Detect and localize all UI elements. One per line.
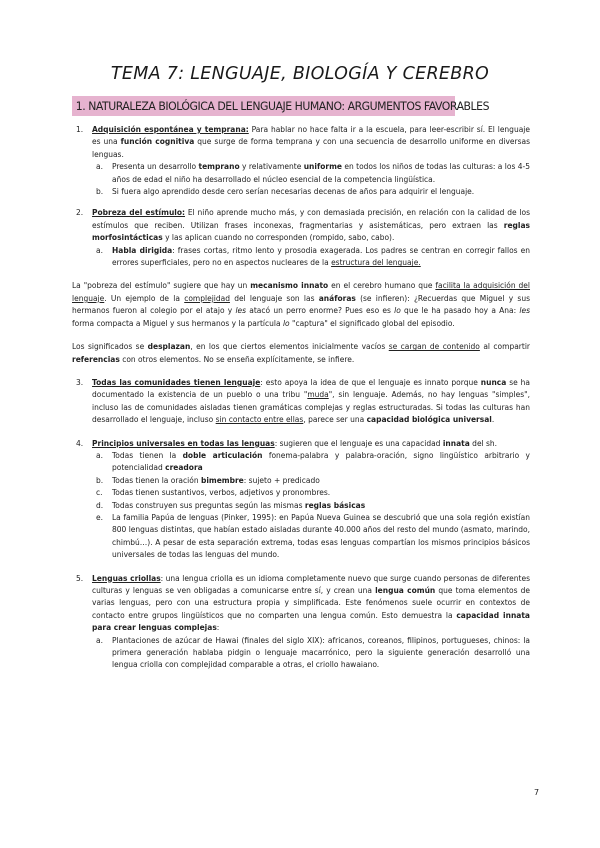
bold-text: uniforme <box>303 162 342 172</box>
bold-text: Habla dirigida <box>112 245 173 255</box>
text: del sh. <box>469 438 498 448</box>
item-number: 4. <box>76 438 84 448</box>
section-heading: 1. NATURALEZA BIOLÓGICA DEL LENGUAJE HUMANO: ARGUMENTOS FAVORABLES <box>75 99 490 113</box>
bold-text: innata <box>442 438 470 448</box>
text: : sugieren que el lenguaje es una capacidad <box>274 438 443 448</box>
bold-text: capacidad biológica universal <box>366 415 492 425</box>
bold-text: capacidad innata para crear lenguas complejas <box>92 610 530 633</box>
text: , en los que ciertos elementos inicialmente vacíos <box>190 342 389 352</box>
underlined-text: complejidad <box>184 293 230 303</box>
italic-text: les <box>235 306 247 316</box>
sub-item <box>92 245 530 270</box>
item-heading: Pobreza del estímulo: <box>92 208 186 218</box>
text: La familia Papúa de lenguas (Pinker, 1995): en Papúa Nueva Guinea se descubrió que una sola región existían 800 lenguas distintas, que habían estado aisladas durante 40.000 años del resto del mundo (asmato, marindo, chimbú…). A pesar de esta separación extrema, todas esas lenguas compartían los mismos principios básicos universales de todas las lenguas del mundo. <box>112 512 530 560</box>
sub-item-letter: a. <box>96 450 103 460</box>
page-number: 7 <box>534 788 540 797</box>
paragraph <box>72 341 530 366</box>
text: : <box>216 623 220 633</box>
underlined-text: sin contacto entre ellas <box>215 415 304 425</box>
list-item <box>72 124 530 161</box>
text: y relativamente <box>239 162 304 172</box>
text: Presenta un desarrollo <box>112 162 199 172</box>
text: , parece ser una <box>303 415 367 425</box>
text: . <box>491 415 495 425</box>
list-item <box>72 438 530 450</box>
text: fonema-palabra y palabra-oración, signo lingüístico arbitrario y potencialidad <box>112 450 530 473</box>
document-body <box>72 124 530 672</box>
bold-text: reglas morfosintácticas <box>92 220 530 243</box>
list-item <box>72 573 530 635</box>
sub-item-letter: a. <box>96 635 103 645</box>
bold-text: desplazan <box>147 342 191 352</box>
sub-item <box>92 500 530 512</box>
text: Todas tienen la <box>112 450 183 460</box>
text: forma compacta a Miguel y sus hermanos y la partícula <box>72 318 283 328</box>
list-item <box>72 377 530 427</box>
item-heading: Lenguas criollas <box>92 573 161 583</box>
text: Todas tienen sustantivos, verbos, adjetivos y pronombres. <box>112 488 331 498</box>
bold-text: nunca <box>480 377 507 387</box>
bold-text: doble articulación <box>182 450 263 460</box>
item-number: 1. <box>76 125 84 134</box>
sub-item <box>92 475 530 487</box>
bold-text: función cognitiva <box>120 137 195 147</box>
text: Todas tienen la oración <box>112 475 201 485</box>
bold-text: mecanismo innato <box>250 281 329 291</box>
sub-item <box>92 635 530 672</box>
text: ", sin lenguaje. Además, no hay lenguas "simples", incluso las de comunidades aisladas tienen gramáticas complejas y reglas estructuradas. Si todas las culturas han desarrollado el lenguaje, incluso <box>92 390 530 425</box>
paragraph <box>72 280 530 330</box>
text: (se infieren): ¿Recuerdas que Miguel y sus hermanos fueron al colegio por el atajo y <box>72 293 530 316</box>
section-heading-highlight <box>72 96 490 116</box>
item-number: 5. <box>76 573 84 583</box>
bold-text: referencias <box>72 354 120 364</box>
text: al compartir <box>479 342 531 352</box>
text: que toma elementos de varias lenguas, pero con una estructura propia y simplificada. Este fenómenos suele ocurrir en contextos de contacto entre grupos lingüísticos que no comparten una lengua común. Esto demuestra la <box>92 586 530 620</box>
text: Plantaciones de azúcar de Hawai (finales del siglo XIX): africanos, coreanos, filipinos, portugueses, chinos: la primera generación hablaba pidgin o lenguaje macarrónico, pero la siguiente generación desarrolló una lengua criolla con complejidad comparable a otras, el criollo hawaiano. <box>112 635 530 670</box>
text: del lenguaje son las <box>229 293 319 303</box>
text: Para hablar no hace falta ir a la escuela, para leer-escribir sí. El lenguaje es una <box>92 125 530 147</box>
text: que le ha pasado hoy a Ana: <box>400 306 520 316</box>
bold-text: anáforas <box>318 293 356 303</box>
text: y las aplican cuando no corresponden (rompido, sabo, cabo). <box>162 233 395 243</box>
item-number: 2. <box>76 208 84 218</box>
text: . Un ejemplo de la <box>104 293 185 303</box>
text: en todos los niños de todas las culturas: a los 4-5 años de edad el niño ha desarrollado el núcleo esencial de la competencia lingüística. <box>112 162 530 184</box>
text: La "pobreza del estímulo" sugiere que hay un <box>72 281 251 291</box>
text: Los significados se <box>72 342 148 352</box>
text: "captura" el significado global del episodio. <box>289 318 455 328</box>
sub-item-letter: d. <box>96 500 104 510</box>
text: en el cerebro humano que <box>328 281 436 291</box>
sub-item <box>92 487 530 499</box>
sub-item <box>92 512 530 562</box>
sub-item <box>92 450 530 475</box>
item-heading: Todas las comunidades tienen lenguaje <box>92 377 261 387</box>
underlined-text: se cargan de contenido <box>388 342 480 352</box>
italic-text: lo <box>282 318 290 328</box>
sub-item-letter: b. <box>96 187 104 197</box>
text: : esto apoya la idea de que el lenguaje es innato porque <box>260 377 481 387</box>
underlined-text: muda <box>307 390 329 400</box>
text: con otros elementos. No se enseña explícitamente, se infiere. <box>119 354 355 364</box>
text: se ha documentado la existencia de un pueblo o una tribu " <box>92 377 531 400</box>
text: : frases cortas, ritmo lento y prosodia exagerada. Los padres se centran en corregir fallos en errores superficiales, pero no en aspectos nucleares de la <box>112 245 530 268</box>
sub-item-letter: c. <box>96 488 103 498</box>
sub-item-letter: a. <box>96 245 103 255</box>
bold-text: creadora <box>165 463 203 473</box>
list-item <box>72 207 530 244</box>
text: que surge de forma temprana y con una secuencia de desarrollo uniforme en diversas lenguas. <box>92 137 530 159</box>
underlined-text: facilita la adquisición del lenguaje <box>72 281 531 303</box>
sub-item-letter: a. <box>96 162 103 172</box>
text: : sujeto + predicado <box>243 475 320 485</box>
bold-text: bimembre <box>200 475 244 485</box>
text: Si fuera algo aprendido desde cero serían necesarias decenas de años para adquirir el lenguaje. <box>112 187 475 197</box>
sub-item <box>92 161 530 186</box>
bold-text: reglas básicas <box>304 500 366 510</box>
text: : una lengua criolla es un idioma completamente nuevo que surge cuando personas de diferentes culturas y lenguas se ven obligadas a comunicarse entre sí, y crean una <box>92 573 530 595</box>
text: atacó un perro enorme? Pues eso es <box>246 306 395 316</box>
page-title: TEMA 7: LENGUAJE, BIOLOGÍA Y CEREBRO <box>110 64 490 84</box>
bold-text: lengua común <box>375 586 436 595</box>
item-heading: Principios universales en todas las lenguas <box>92 438 275 448</box>
italic-text: les <box>519 306 530 316</box>
text: Todas construyen sus preguntas según las mismas <box>112 500 305 510</box>
italic-text: lo <box>394 306 401 316</box>
sub-item <box>92 186 530 198</box>
underlined-text: estructura del lenguaje. <box>331 258 421 268</box>
sub-item-letter: e. <box>96 512 103 522</box>
bold-text: temprano <box>198 162 240 172</box>
item-number: 3. <box>76 377 84 387</box>
item-heading: Adquisición espontánea y temprana: <box>92 125 249 134</box>
sub-item-letter: b. <box>96 475 104 485</box>
text: El niño aprende mucho más, y con demasiada precisión, en relación con la calidad de los estímulos que reciben. Utilizan frases inconexas, fragmentarias y asistemáticas, pero extraen las <box>92 208 531 230</box>
